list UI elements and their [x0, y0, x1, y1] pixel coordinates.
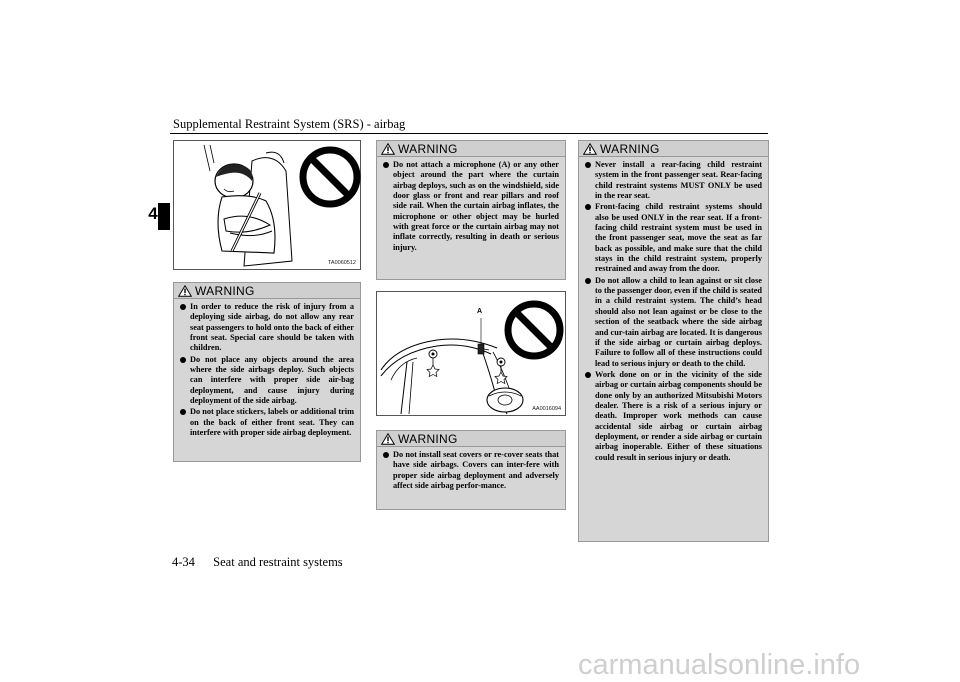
- section-name: Seat and restraint systems: [213, 555, 343, 569]
- chapter-number: 4: [148, 204, 158, 223]
- page-number: 4-34: [172, 555, 195, 569]
- warning-header: [579, 141, 768, 157]
- label-a: A: [477, 308, 483, 315]
- warning-header: [174, 283, 360, 299]
- bullet-icon: [585, 372, 591, 378]
- warning-header: [377, 431, 565, 447]
- bullet-icon: [585, 204, 591, 210]
- warning-triangle-icon: [178, 285, 192, 297]
- bullet-icon: [383, 452, 389, 458]
- warning-item: Do not place any objects around the area where the side airbags deploy. Such objects can interfere with proper side air-bag deployment, and cause injury during deployment of the side airbag.: [180, 355, 354, 407]
- warning-item: Work done on or in the vicinity of the side airbag or curtain airbag components should be done only by an authorized Mitsubishi Motors dealer. There is a risk of a serious injury or death. Improper work methods can cause accidental side airbag or curtain airbag deployment, or render a side airbag or curtain airbag inoperable. Either of these situations could result in serious injury or death.: [585, 370, 762, 463]
- illustration-code: TA0060512: [327, 260, 356, 266]
- warning-triangle-icon: [381, 433, 395, 445]
- chapter-tab: [158, 203, 170, 230]
- warning-box-microphone: [376, 140, 566, 280]
- warning-item: Front-facing child restraint systems should also be used ONLY in the rear seat. If a front-facing child restraint system must be used in the front passenger seat, move the seat as far back as possible, and make sure that the child stays in the child restraint system, properly restrained and away from the door.: [585, 202, 762, 274]
- prohibition-icon: [174, 141, 362, 271]
- warning-item: Do not install seat covers or re-cover seats that have side airbags. Covers can inter-fere with proper side airbag deployment and adversely affect side airbag perfor-mance.: [383, 450, 559, 491]
- warning-triangle-icon: [381, 143, 395, 155]
- warning-title: WARNING: [195, 283, 255, 298]
- bullet-icon: [383, 162, 389, 168]
- illustration-pillar-microphone: [376, 291, 566, 416]
- warning-box-side-airbag: [173, 282, 361, 462]
- warning-item: Never install a rear-facing child restraint system in the front passenger seat. Rear-facing child restraint systems MUST ONLY be used in the rear seat.: [585, 160, 762, 201]
- warning-box-seat-covers: [376, 430, 566, 510]
- header-rule: [170, 133, 768, 134]
- illustration-code: AA0016094: [532, 406, 561, 412]
- watermark: carmanualsonline.info: [578, 649, 861, 681]
- bullet-icon: [585, 278, 591, 284]
- prohibition-icon: [377, 292, 567, 417]
- warning-title: WARNING: [398, 431, 458, 446]
- illustration-child-leaning: [173, 140, 361, 270]
- bullet-icon: [180, 304, 186, 310]
- bullet-icon: [180, 357, 186, 363]
- bullet-icon: [180, 409, 186, 415]
- bullet-icon: [585, 162, 591, 168]
- warning-item: Do not place stickers, labels or additional trim on the back of either front seat. They can interfere with proper side airbag deployment.: [180, 407, 354, 438]
- warning-header: [377, 141, 565, 157]
- warning-title: WARNING: [398, 141, 458, 156]
- warning-item: Do not attach a microphone (A) or any other object around the part where the curtain airbag deploys, such as on the windshield, side door glass or front and rear pillars and roof side rail. When the curtain airbag inflates, the microphone or other object may be hurled with great force or the curtain airbag may not inflate correctly, resulting in death or serious injury.: [383, 160, 559, 253]
- warning-item: Do not allow a child to lean against or sit close to the passenger door, even if the child is seated in a child restraint system. The child’s head should also not lean against or be close to the section of the seatback where the side airbag and cur-tain airbag are located. It is dangerous if the side airbag or curtain airbag deploys. Failure to follow all of these instructions could lead to serious injury or death to the child.: [585, 276, 762, 369]
- warning-triangle-icon: [583, 143, 597, 155]
- warning-title: WARNING: [600, 141, 660, 156]
- page-footer: [172, 555, 343, 570]
- warning-item: In order to reduce the risk of injury from a deploying side airbag, do not allow any rear seat passengers to hold onto the back of either front seat. Special care should be taken with children.: [180, 302, 354, 354]
- page-header-title: Supplemental Restraint System (SRS) - airbag: [173, 117, 406, 131]
- warning-box-child-restraint: [578, 140, 769, 542]
